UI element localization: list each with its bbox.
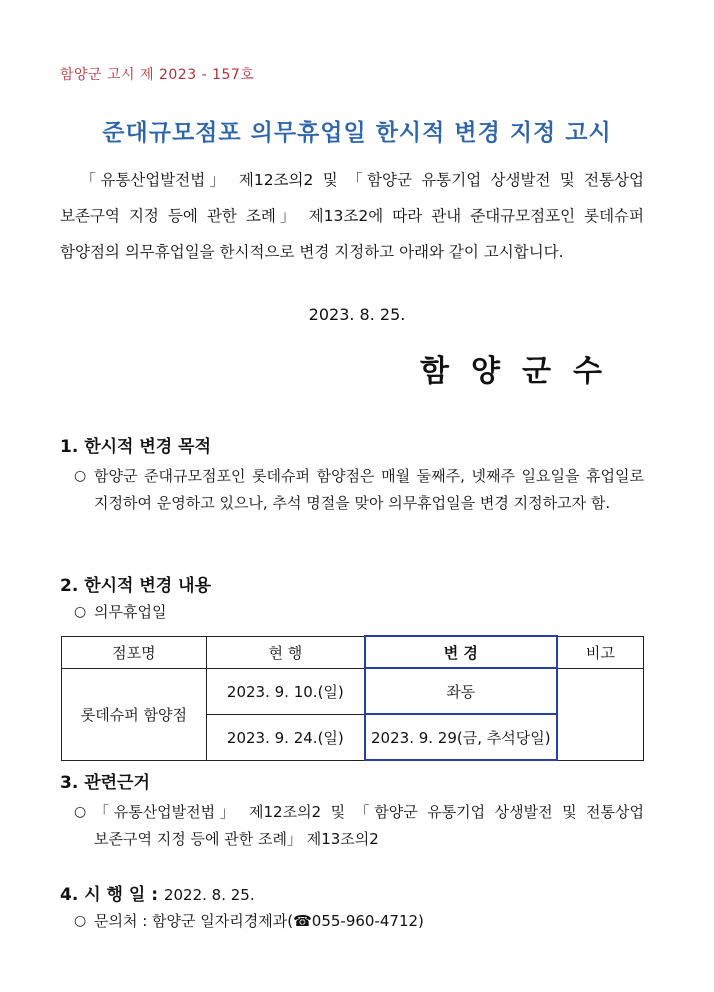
holiday-table xyxy=(61,635,644,761)
section4-heading: 4. 시 행 일 : xyxy=(60,885,159,905)
table-row xyxy=(62,668,644,714)
remarks-cell xyxy=(557,668,644,760)
section3-bullet xyxy=(74,799,644,853)
bullet-circle-icon: ○ xyxy=(74,913,87,929)
section2-bullet xyxy=(74,599,644,626)
changed-date-cell: 2023. 9. 29(금, 추석당일) xyxy=(365,714,557,760)
bullet-circle-icon: ○ xyxy=(74,468,87,484)
notice-date: 2023. 8. 25. xyxy=(308,305,406,324)
section1-bullet xyxy=(74,463,644,517)
section3-heading: 3. 관련근거 xyxy=(60,773,150,793)
section3-bullet-text: 「유통산업발전법」 제12조의2 및 「함양군 유통기업 상생발전 및 전통상업 보존구역 지정 등에 관한 조례」 제13조의2 xyxy=(94,803,644,848)
bullet-circle-icon: ○ xyxy=(74,804,87,820)
bullet-circle-icon: ○ xyxy=(74,604,87,620)
intro-text: 「유통산업발전법」 제12조의2 및 「함양군 유통기업 상생발전 및 전통상업 보존구역 지정 등에 관한 조례」 제13조2에 따라 관내 준대규모점포인 롯데슈퍼 함양점의 의무휴업일을 한시적으로 변경 지정하고 아래와 같이 고시합니다. xyxy=(60,171,644,261)
contact-info: 문의처 : 함양군 일자리경제과(☎055-960-4712) xyxy=(94,912,424,930)
current-date-cell: 2023. 9. 10.(일) xyxy=(206,668,365,714)
document-title: 준대규모점포 의무휴업일 한시적 변경 지정 고시 xyxy=(102,120,612,146)
section4-heading-line xyxy=(60,880,255,905)
header-changed: 변 경 xyxy=(365,636,557,668)
section2-bullet-text: 의무휴업일 xyxy=(94,603,167,621)
effective-date: 2022. 8. 25. xyxy=(163,886,255,904)
store-name-cell: 롯데슈퍼 함양점 xyxy=(62,668,207,760)
changed-date-cell: 좌동 xyxy=(365,668,557,714)
header-remarks: 비고 xyxy=(557,636,644,668)
header-current: 현 행 xyxy=(206,636,365,668)
issuer-name: 함양군수 xyxy=(420,354,624,389)
current-date-cell: 2023. 9. 24.(일) xyxy=(206,714,365,760)
section4-bullet xyxy=(74,908,644,935)
intro-paragraph xyxy=(60,162,644,270)
section1-heading: 1. 한시적 변경 목적 xyxy=(60,437,211,457)
section1-bullet-text: 함양군 준대규모점포인 롯데슈퍼 함양점은 매월 둘째주, 넷째주 일요일을 휴업일로 지정하여 운영하고 있으나, 추석 명절을 맞아 의무휴업일을 변경 지정하고자 함. xyxy=(94,467,644,512)
section2-heading: 2. 한시적 변경 내용 xyxy=(60,576,211,596)
notice-number: 함양군 고시 제 2023 - 157호 xyxy=(60,67,255,83)
header-store: 점포명 xyxy=(62,636,207,668)
table-header-row xyxy=(62,636,644,668)
